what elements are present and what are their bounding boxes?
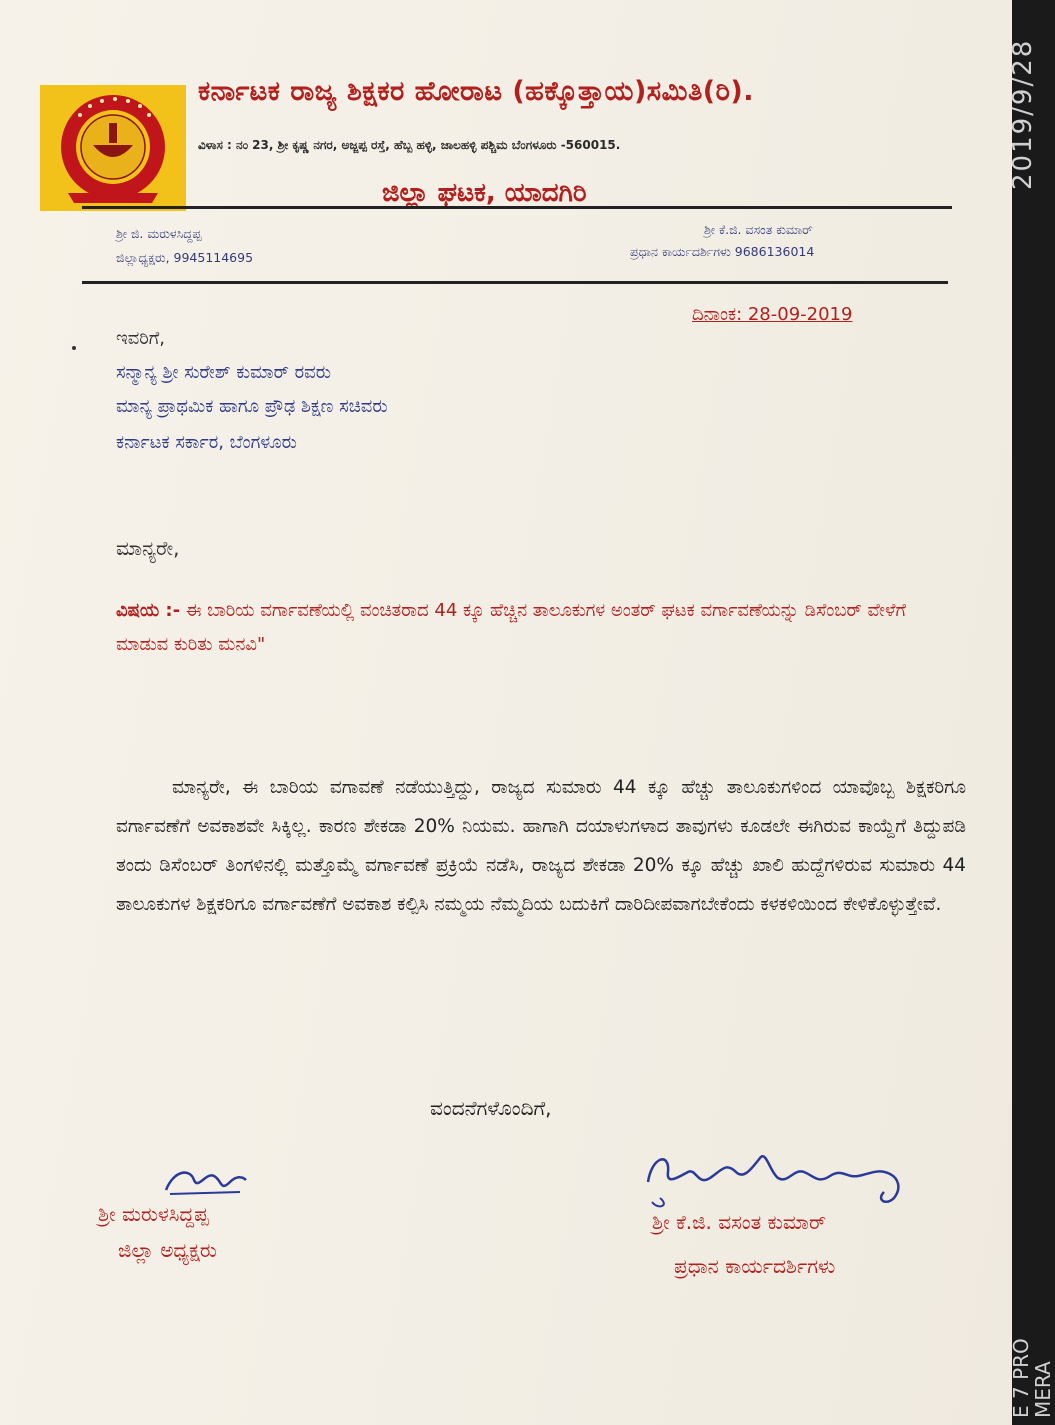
addressee-line-government: ಕರ್ನಾಟಕ ಸರ್ಕಾರ, ಬೆಂಗಳೂರು	[116, 432, 297, 453]
organization-address: ವಿಳಾಸ : ನಂ 23, ಶ್ರೀ ಕೃಷ್ಣ ನಗರ, ಅಜ್ಜಪ್ಪ ರಸ್ತೆ, ಹೆಬ್ಬ ಹಳ್ಳಿ, ಜಾಲಹಳ್ಳಿ ಪಶ್ಚಿಮ ಬೆಂಗಳೂರು -560015.	[198, 138, 621, 152]
right-signatory-role: ಪ್ರಧಾನ ಕಾರ್ಯದರ್ಶಿಗಳು	[674, 1254, 836, 1278]
addressee-line-name: ಸನ್ಮಾನ್ಯ ಶ್ರೀ ಸುರೇಶ್ ಕುಮಾರ್ ರವರು	[116, 362, 331, 383]
subject-line	[116, 594, 956, 662]
left-signature-scribble	[160, 1162, 250, 1202]
right-signatory-name: ಶ್ರೀ ಕೆ.ಜಿ. ವಸಂತ ಕುಮಾರ್	[652, 1210, 827, 1234]
logo-emblem-icon	[40, 85, 186, 211]
addressee-line-designation: ಮಾನ್ಯ ಪ್ರಾಥಮಿಕ ಹಾಗೂ ಪ್ರೌಢ ಶಿಕ್ಷಣ ಸಚಿವರು	[116, 396, 388, 417]
ink-dot	[72, 346, 76, 350]
left-signatory-name: ಶ್ರೀ ಮರುಳಸಿದ್ದಪ್ಪ	[98, 1202, 209, 1226]
closing-greeting: ವಂದನೆಗಳೊಂದಿಗೆ,	[430, 1096, 552, 1120]
president-name: ಶ್ರೀ ಜಿ. ಮರುಳಸಿದ್ದಪ್ಪ	[116, 226, 202, 241]
subject-label: ವಿಷಯ :-	[116, 600, 181, 621]
letter-body: ಮಾನ್ಯರೇ, ಈ ಬಾರಿಯ ವಗಾವಣೆ ನಡೆಯುತ್ತಿದ್ದು, ರಾಜ್ಯದ ಸುಮಾರು 44 ಕ್ಕೂ ಹೆಚ್ಚು ತಾಲೂಕುಗಳಿಂದ ಯಾವೊಬ್ಬ ಶಿಕ್ಷಕರಿಗೂ ವರ್ಗಾವಣೆಗೆ ಅವಕಾಶವೇ ಸಿಕ್ಕಿಲ್ಲ. ಕಾರಣ ಶೇಕಡಾ 20% ನಿಯಮ. ಹಾಗಾಗಿ ದಯಾಳುಗಳಾದ ತಾವುಗಳು ಕೂಡಲೇ ಈಗಿರುವ ಕಾಯ್ದೆಗೆ ತಿದ್ದುಪಡಿ ತಂದು ಡಿಸೆಂಬರ್ ತಿಂಗಳಿನಲ್ಲಿ ಮತ್ತೊಮ್ಮೆ ವರ್ಗಾವಣೆ ಪ್ರಕ್ರಿಯೆ ನಡೆಸಿ, ರಾಜ್ಯದ ಶೇಕಡಾ 20% ಕ್ಕೂ ಹೆಚ್ಚು ಖಾಲಿ ಹುದ್ದೆಗಳಿರುವ ಸುಮಾರು 44 ತಾಲೂಕುಗಳ ಶಿಕ್ಷಕರಿಗೂ ವರ್ಗಾವಣೆಗೆ ಅವಕಾಶ ಕಲ್ಪಿಸಿ ನಮ್ಮಯ ನೆಮ್ಮದಿಯ ಬದುಕಿಗೆ ದಾರಿದೀಪವಾಗಬೇಕೆಂದು ಕಳಕಳಿಯಿಂದ ಕೇಳಿಕೊಳ್ಳುತ್ತೇವೆ.	[116, 777, 966, 915]
photo-timestamp: 2019/9/28	[1008, 38, 1038, 190]
subject-text: ಈ ಬಾರಿಯ ವರ್ಗಾವಣೆಯಲ್ಲಿ ವಂಚಿತರಾದ 44 ಕ್ಕೂ ಹೆಚ್ಚಿನ ತಾಲೂಕುಗಳ ಅಂತರ್ ಘಟಕ ವರ್ಗಾವಣೆಯನ್ನು ಡಿಸೆಂಬರ್ ವೇಳೆಗೆ ಮಾಡುವ ಕುರಿತು ಮನವಿ"	[116, 600, 906, 655]
header-divider-bottom	[82, 281, 948, 284]
camera-watermark: E 7 PRO MERA	[1009, 1338, 1055, 1418]
secretary-role-phone: ಪ್ರಧಾನ ಕಾರ್ಯದರ್ಶಿಗಳು 9686136014	[630, 244, 815, 259]
left-signatory-role: ಜಿಲ್ಲಾ ಅಧ್ಯಕ್ಷರು	[118, 1238, 217, 1262]
branch-name: ಜಿಲ್ಲಾ ಘಟಕ, ಯಾದಗಿರಿ	[382, 178, 587, 208]
letter-date: ದಿನಾಂಕ: 28-09-2019	[692, 304, 853, 325]
organization-logo	[40, 85, 186, 211]
secretary-name: ಶ್ರೀ ಕೆ.ಜಿ. ವಸಂತ ಕುಮಾರ್	[704, 222, 813, 237]
organization-title: ಕರ್ನಾಟಕ ರಾಜ್ಯ ಶಿಕ್ಷಕರ ಹೋರಾಟ (ಹಕ್ಕೊತ್ತಾಯ)ಸಮಿತಿ(ರಿ).	[198, 76, 754, 107]
salutation: ಮಾನ್ಯರೇ,	[116, 536, 180, 560]
president-role-phone: ಜಿಲ್ಲಾಧ್ಯಕ್ಷರು, 9945114695	[116, 250, 254, 265]
addressee-line-to: ಇವರಿಗೆ,	[116, 328, 165, 349]
header-divider-top	[82, 206, 952, 209]
right-handwritten-signature	[640, 1142, 920, 1212]
